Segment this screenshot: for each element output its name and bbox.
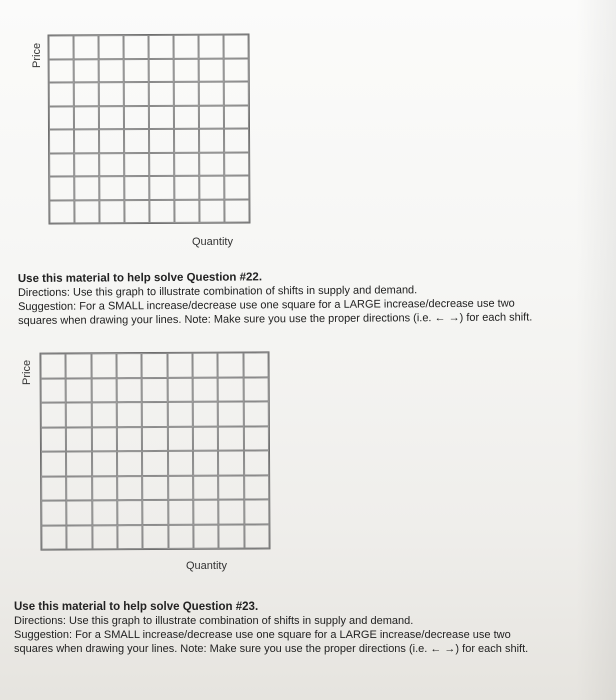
grid-cell [149, 58, 174, 82]
grid-cell [41, 500, 66, 525]
grid-cell [174, 152, 199, 176]
grid-cell [124, 59, 149, 83]
grid-cell [92, 500, 117, 525]
grid-cell [219, 500, 244, 525]
grid-cell [142, 475, 167, 500]
grid-cell [218, 426, 243, 451]
grid-cell [142, 426, 167, 451]
grid-cell [92, 451, 117, 476]
question-22-suggestion-line1: Suggestion: For a SMALL increase/decrease use one square for a LARGE increase/decrease use two [18, 297, 515, 314]
grid-cell [224, 34, 249, 58]
question-23-directions: Directions: Use this graph to illustrate combination of shifts in supply and demand. [14, 615, 414, 627]
question-23-instructions [14, 600, 604, 656]
grid-cell [99, 106, 124, 130]
grid-cell [66, 353, 91, 378]
grid-cell [192, 353, 217, 378]
grid-cell [49, 129, 74, 153]
grid-cell [74, 176, 99, 200]
grid-cell [199, 58, 224, 82]
grid-cell [74, 35, 99, 59]
grid-cell [142, 377, 167, 402]
grid-cell [124, 35, 149, 59]
grid-cell [124, 129, 149, 153]
grid-cell [167, 353, 192, 378]
grid-cell [124, 106, 149, 130]
grid-cell [193, 426, 218, 451]
grid-cell [218, 353, 243, 378]
grid-cell [167, 402, 192, 427]
grid-cell [224, 81, 249, 105]
grid-cell [49, 153, 74, 177]
grid-cell [92, 476, 117, 501]
grid-cell [244, 524, 269, 549]
grid-cell [99, 153, 124, 177]
grid-cell [174, 176, 199, 200]
grid-cell [66, 427, 91, 452]
grid-cell [174, 105, 199, 129]
question-22-directions: Directions: Use this graph to illustrate combination of shifts in supply and demand. [17, 284, 418, 300]
grid-cell [199, 199, 224, 223]
grid-cell [117, 378, 142, 403]
grid-cell [174, 35, 199, 59]
grid-cell [74, 200, 99, 224]
question-23-suggestion-line2: squares when drawing your lines. Note: Make sure you use the proper directions (i.e. ← →) for each shift. [14, 643, 529, 655]
grid-cell [92, 525, 117, 550]
grid-cell [193, 451, 218, 476]
grid-cell [218, 451, 243, 476]
question-23-suggestion-line1: Suggestion: For a SMALL increase/decrease use one square for a LARGE increase/decrease use two [14, 629, 511, 641]
graph2-x-axis-label: Quantity [186, 560, 227, 572]
grid-cell [243, 401, 268, 426]
grid-cell [49, 200, 74, 224]
grid-cell [117, 427, 142, 452]
grid-cell [243, 377, 268, 402]
grid-cell [218, 377, 243, 402]
grid-cell [40, 353, 65, 378]
grid-cell [66, 451, 91, 476]
grid-cell [117, 476, 142, 501]
grid-cell [99, 82, 124, 106]
grid-cell [124, 82, 149, 106]
grid-cell [168, 524, 193, 549]
grid-cell [67, 525, 92, 550]
grid-cell [91, 353, 116, 378]
grid-cell [193, 377, 218, 402]
grid-cell [149, 176, 174, 200]
grid-cell [117, 525, 142, 550]
grid-cell [199, 152, 224, 176]
grid-cell [74, 82, 99, 106]
grid-cell [41, 402, 66, 427]
grid-cell [66, 402, 91, 427]
grid-cell [117, 451, 142, 476]
grid-cell [74, 59, 99, 83]
grid-cell [224, 152, 249, 176]
grid-cell [99, 200, 124, 224]
grid-cell [168, 475, 193, 500]
graph1-grid [48, 33, 251, 224]
grid-cell [66, 378, 91, 403]
grid-cell [99, 35, 124, 59]
grid-cell [124, 199, 149, 223]
grid-cell [91, 402, 116, 427]
grid-cell [49, 59, 74, 83]
grid-cell [143, 500, 168, 525]
grid-cell [174, 129, 199, 153]
grid-cell [117, 500, 142, 525]
grid-cell [41, 427, 66, 452]
grid-cell [199, 176, 224, 200]
grid-cell [49, 106, 74, 130]
graph2-y-axis-label: Price [21, 359, 33, 385]
grid-cell [167, 377, 192, 402]
grid-cell [193, 500, 218, 525]
grid-cell [218, 475, 243, 500]
graph1-x-axis-label: Quantity [192, 236, 233, 248]
grid-cell [124, 176, 149, 200]
grid-cell [67, 500, 92, 525]
grid-cell [99, 59, 124, 83]
grid-cell [224, 105, 249, 129]
grid-cell [193, 524, 218, 549]
grid-cell [168, 426, 193, 451]
grid-cell [99, 176, 124, 200]
grid-cell [149, 152, 174, 176]
grid-cell [224, 128, 249, 152]
grid-cell [193, 402, 218, 427]
grid-cell [41, 378, 66, 403]
grid-cell [116, 353, 141, 378]
grid-cell [168, 451, 193, 476]
grid-cell [142, 402, 167, 427]
grid-cell [149, 35, 174, 59]
grid-cell [224, 199, 249, 223]
grid-cell [66, 476, 91, 501]
grid-cell [74, 153, 99, 177]
question-22-instructions [18, 268, 603, 328]
grid-cell [199, 35, 224, 59]
grid-cell [149, 129, 174, 153]
question-22-heading: Use this material to help solve Question #22. [17, 271, 263, 286]
grid-cell [193, 475, 218, 500]
grid-cell [199, 105, 224, 129]
grid-cell [74, 129, 99, 153]
grid-cell [142, 353, 167, 378]
grid-cell [243, 352, 268, 377]
grid-cell [143, 524, 168, 549]
grid-cell [199, 129, 224, 153]
grid-cell [149, 105, 174, 129]
grid-cell [244, 499, 269, 524]
grid-cell [149, 82, 174, 106]
grid-cell [219, 524, 244, 549]
graph2-grid [39, 351, 270, 550]
graph1-y-axis-label: Price [31, 42, 43, 68]
grid-cell [49, 35, 74, 59]
grid-cell [49, 82, 74, 106]
question-22-suggestion-line2: squares when drawing your lines. Note: Make sure you use the proper directions (i.e. ← →) for each shift. [18, 311, 533, 328]
grid-cell [218, 402, 243, 427]
grid-cell [224, 58, 249, 82]
grid-cell [49, 176, 74, 200]
grid-cell [174, 199, 199, 223]
grid-cell [92, 427, 117, 452]
grid-cell [142, 451, 167, 476]
grid-cell [244, 426, 269, 451]
page-shadow [576, 0, 616, 700]
grid-cell [244, 475, 269, 500]
question-23-heading: Use this material to help solve Question #23. [14, 601, 259, 613]
grid-cell [168, 500, 193, 525]
grid-cell [41, 451, 66, 476]
grid-cell [124, 152, 149, 176]
grid-cell [199, 82, 224, 106]
grid-cell [174, 58, 199, 82]
grid-cell [117, 402, 142, 427]
grid-cell [91, 378, 116, 403]
grid-cell [74, 106, 99, 130]
grid-cell [244, 450, 269, 475]
grid-cell [41, 476, 66, 501]
grid-cell [149, 199, 174, 223]
grid-cell [174, 82, 199, 106]
grid-cell [41, 525, 66, 550]
grid-cell [99, 129, 124, 153]
grid-cell [224, 175, 249, 199]
